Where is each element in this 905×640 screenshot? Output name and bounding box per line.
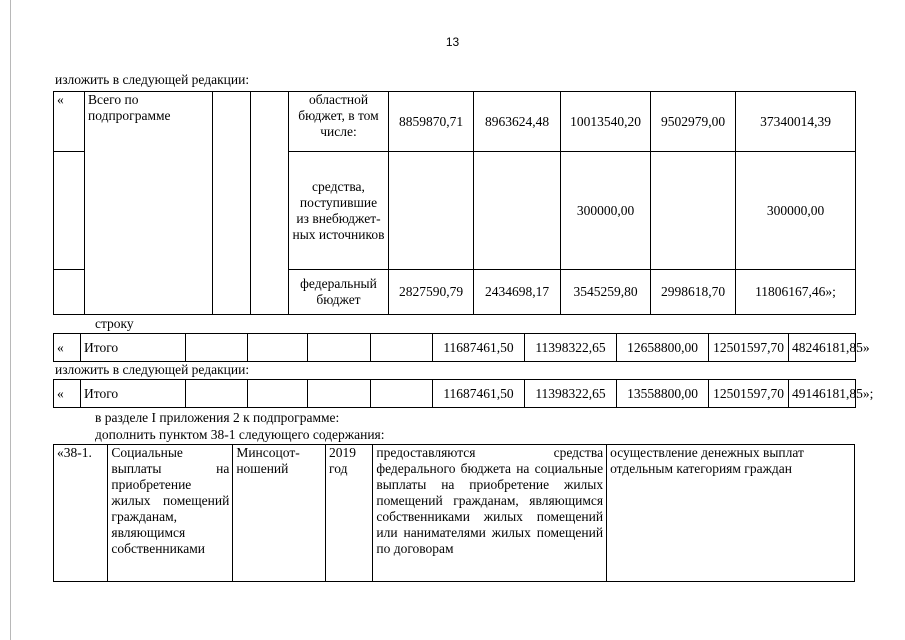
subprogram-label: Всего по подпрограмме [85,92,213,315]
item-number: «38-1. [54,445,108,582]
empty-cell [248,334,308,362]
value-cell [474,152,561,270]
paragraph-add-item: дополнить пунктом 38-1 следующего содержания: [95,427,385,442]
item-executor: Минсоцот-ношений [233,445,326,582]
subprogram-total-table [53,91,856,315]
empty-cell [248,380,308,408]
paragraph-edit-1: изложить в следующей редакции: [55,72,250,87]
paragraph-row: строку [95,316,134,331]
value-cell: 11398322,65 [525,380,617,408]
funding-source: федеральный бюджет [289,270,389,315]
quote-mark: « [54,380,81,408]
empty-cell [186,380,248,408]
item-result: осуществление денежных выплат отдельным категориям граждан [607,445,855,582]
value-cell: 8963624,48 [474,92,561,152]
value-cell: 9502979,00 [651,92,736,152]
funding-source: средства, поступившие из внебюджет-ных источников [289,152,389,270]
funding-source: областной бюджет, в том числе: [289,92,389,152]
value-cell: 2998618,70 [651,270,736,315]
empty-cell [371,334,433,362]
empty-cell [308,380,371,408]
paragraph-section: в разделе I приложения 2 к подпрограмме: [95,410,340,425]
value-cell: 3545259,80 [561,270,651,315]
value-cell: 12501597,70 [709,334,789,362]
page-number: 13 [445,35,460,49]
value-cell: 11687461,50 [433,334,525,362]
value-cell [389,152,474,270]
item-year: 2019 год [326,445,373,582]
empty-cell [213,92,251,315]
item-38-1-table [53,444,855,582]
value-cell: 11806167,46»; [736,270,856,315]
empty-cell [186,334,248,362]
value-cell: 300000,00 [561,152,651,270]
quote-mark: « [54,92,85,152]
empty-cell [54,152,85,270]
paragraph-edit-2: изложить в следующей редакции: [55,362,250,377]
value-cell: 37340014,39 [736,92,856,152]
empty-cell [251,92,289,315]
value-cell: 49146181,85»; [789,380,856,408]
page-edge-line [10,0,11,640]
value-cell: 13558800,00 [617,380,709,408]
empty-cell [54,270,85,315]
value-cell: 11398322,65 [525,334,617,362]
value-cell: 12658800,00 [617,334,709,362]
empty-cell [308,334,371,362]
itogo-old-table [53,333,870,362]
value-cell: 10013540,20 [561,92,651,152]
value-cell: 2827590,79 [389,270,474,315]
value-cell: 2434698,17 [474,270,561,315]
item-description: предоставляются средства федерального бюджета на социальные выплаты на приобретение жилых помещений гражданам, являющимся собственниками жилых помещений или нанимателями жилых помещений по договорам [373,445,607,582]
itogo-new-table [53,379,874,408]
value-cell: 12501597,70 [709,380,789,408]
value-cell: 8859870,71 [389,92,474,152]
value-cell [651,152,736,270]
value-cell: 300000,00 [736,152,856,270]
item-name: Социальные выплаты на приобретение жилых помещений гражданам, являющимся собственниками [108,445,233,582]
empty-cell [371,380,433,408]
value-cell: 48246181,85» [789,334,856,362]
quote-mark: « [54,334,81,362]
itogo-label: Итого [81,380,186,408]
itogo-label: Итого [81,334,186,362]
value-cell: 11687461,50 [433,380,525,408]
